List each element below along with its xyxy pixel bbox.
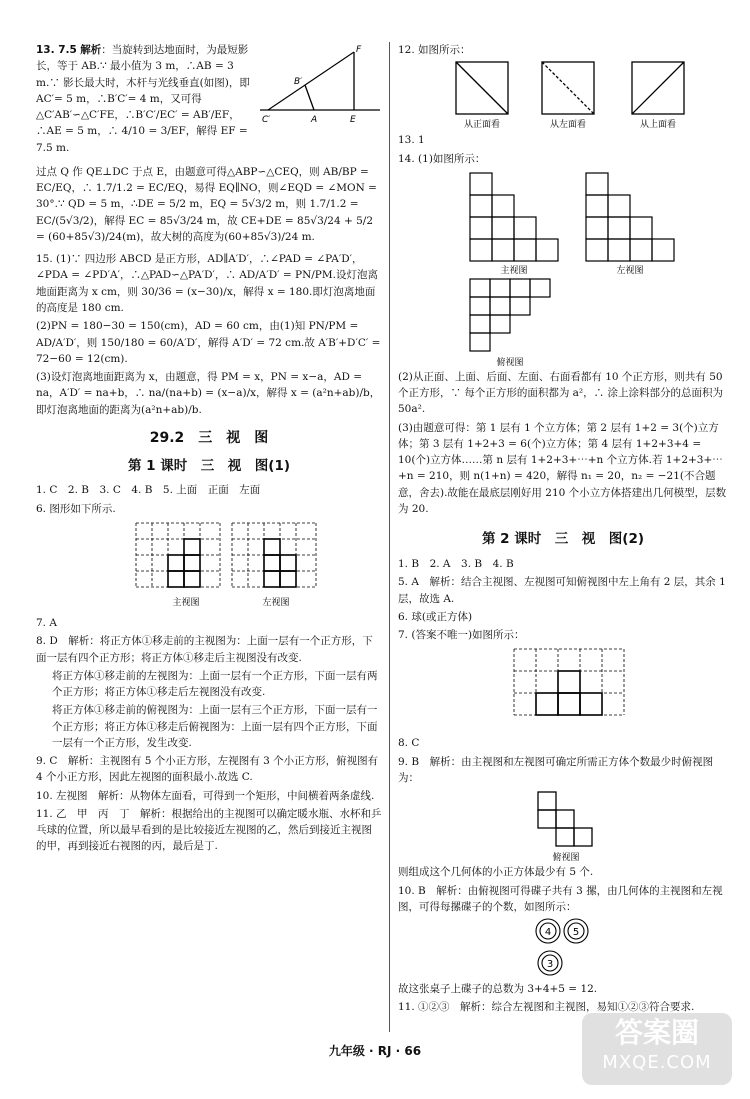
r-q10-figure [398, 917, 728, 981]
right-column [398, 42, 728, 1018]
r-q1-4-answers: 1. B 2. A 3. B 4. B [398, 558, 514, 571]
label-F: F [356, 45, 362, 55]
q1-5-answers: 1. C 2. B 3. C 4. B 5. 上面 正面 左面 [36, 484, 261, 497]
q8-part3: 将正方体①移走前的俯视图为：上面一层有三个正方形，下面一层有一个正方形；将正方体①移走后俯视图为：上面一层有四个正方形，下面一层有一个正方形，发生改变. [52, 704, 378, 749]
r-q10-tail: 故这张桌子上碟子的总数为 3+4+5 = 12. [398, 983, 598, 996]
q6-text: 6. 图形如下所示. [36, 502, 116, 515]
r-q5-answer: 5. A 解析：结合主视图、左视图可知俯视图中左上角有 2 层，其余 1 层，故选 A. [398, 576, 726, 605]
r-q14-figure [398, 169, 728, 369]
r-q8-answer: 8. C [398, 737, 420, 750]
q13-figure [258, 42, 382, 126]
r-q13-answer: 13. 1 [398, 134, 425, 147]
left-column [36, 42, 382, 857]
r-q12-text: 12. 如图所示： [398, 44, 471, 56]
q8-part1: 8. D 解析：将正方体①移走前的主视图为：上面一层有一个正方形，下面一层有四个正方形；将正方体①移走后主视图没有改变. [36, 635, 373, 664]
r-q12-cap-front: 从正面看 [463, 120, 501, 131]
q7-answer: 7. A [36, 616, 57, 629]
r-q14-part1: 14. (1)如图所示： [398, 152, 486, 165]
r-q7-figure [398, 645, 728, 735]
r-q14-cap-top: 俯视图 [496, 357, 524, 368]
r-q7-text: 7. (答案不唯一)如图所示： [398, 629, 525, 642]
q8-part2: 将正方体①移走前的左视图为：上面一层有一个正方形，下面一层有两个正方形；将正方体①移走后左视图没有改变. [52, 669, 378, 699]
q13-jiexi: 解析 [80, 44, 102, 56]
r-q9-tail: 则组成这个几何体的小正方体最少有 5 个. [398, 866, 594, 879]
r-q14-part3: (3)由题意可得：第 1 层有 1 个立方体；第 2 层有 1+2 = 3(个)立方体；第 3 层有 1+2+3 = 6(个)立方体；第 4 层有 1+2+3+4 = 10(个)立方体……第 n 层有 1+2+3+⋯+n 个立方体.若 1+2+3+⋯+n = 210，则 n(1+n) = 420，解得 n₁ = 20，n₂ = −21(不合题意，舍去).故能在最底层刚好用 210 个小立方体搭建出几何模型，层数为 20. [398, 421, 727, 515]
r-q6-answer: 6. 球(或正方体) [398, 610, 473, 623]
q6-cap-front: 主视图 [172, 597, 200, 608]
q6-cap-left: 左视图 [262, 597, 290, 608]
r-q10-circle-2: 5 [572, 927, 580, 939]
watermark-line2: MXQE.COM [602, 1052, 712, 1073]
r-q14-cap-left: 左视图 [616, 265, 644, 276]
watermark-logo [582, 1013, 732, 1085]
q15-part2: (2)PN = 180−30 = 150(cm)，AD = 60 cm，由(1)知 PN/PM = AD/A′D′，则 150/180 = 60/A′D′，解得 A′D′ = 72 cm.故 A′B′+D′C′ = 72−60 = 12(cm). [36, 320, 381, 365]
q9-answer: 9. C 解析：主视图有 5 个小正方形，左视图有 3 个小正方形，俯视图有 4 个小正方形，因此左视图的面积最小.故选 C. [36, 755, 379, 784]
q15-part3: (3)设灯泡离地面距离为 x，由题意，得 PM = x，PN = x−a，AD = na，A′D′ = na+b，∴ na/(na+b) = (x−a)/x，解得 x = (a²n+ab)/b，即灯泡离地面的距离为(a²n+ab)/b. [36, 371, 381, 416]
q14-block [36, 164, 382, 245]
q13-number: 13. 7.5 [36, 44, 77, 56]
r-q10-circle-3: 3 [546, 959, 554, 971]
label-A: A [311, 115, 318, 125]
r-q12-figure [398, 60, 728, 132]
label-B: B′ [294, 77, 303, 87]
r-q11-answer: 11. ①②③ 解析：综合左视图和主视图，易知①②③符合要求. [398, 1001, 695, 1014]
lesson1-title: 第 1 课时 三 视 图(1) [127, 457, 291, 474]
label-C: C′ [262, 115, 271, 125]
q14-text: 过点 Q 作 QE⊥DC 于点 E，由题意可得△ABP∽△CEQ，则 AB/BP = EC/EQ，∴ 1.7/1.2 = EC/EQ，易得 EQ∥NO，则∠EQD = ∠MON = 30°.∵ QD = 5 m，∴DE = 5/2 m，EQ = 5√3/2 m，则 1.7/1.2 = EC/(5√3/2)，解得 EC = 85√3/24 m，故 CE+DE = 85√3/24 + 5/2 = (60+85√3)/24(m)，故大树的高度为(60+85√3)/24 m. [36, 165, 377, 243]
label-E: E [350, 115, 356, 125]
r-q9-text: 9. B 解析：由主视图和左视图可确定所需正方体个数最少时俯视图为： [398, 755, 714, 784]
q11-answer: 11. 乙 甲 丙 丁 解析：根据给出的主视图可以确定暖水瓶、水杯和乒乓球的位置，所以最早看到的是比较接近左视图的乙，然后到接近主视图的甲，再到接近右视图的丙，最后是丁. [36, 807, 382, 853]
q13-block [36, 42, 382, 156]
q10-answer: 10. 左视图 解析：从物体左面看，可得到一个矩形，中间横着两条虚线. [36, 789, 375, 802]
r-q14-part2: (2)从正面、上面、后面、左面、右面看都有 10 个正方形，则共有 50 个正方形，∵ 每个正方形的面积都为 a²，∴ 涂上涂料部分的总面积为 50a². [398, 370, 723, 416]
r-q10-text: 10. B 解析：由俯视图可得碟子共有 3 摞，由几何体的主视图和左视图，可得每摞碟子的个数，如图所示： [398, 884, 723, 913]
r-q12-cap-top: 从上面看 [639, 120, 677, 131]
r-q12-cap-left: 从左面看 [549, 120, 587, 131]
r-q10-circle-1: 4 [544, 927, 552, 939]
q6-figure [36, 519, 382, 615]
r-q9-figure [398, 788, 728, 864]
r-q9-cap: 俯视图 [552, 853, 580, 864]
r-q14-cap-front: 主视图 [500, 265, 528, 276]
page-footer: 九年级 · RJ · 66 [328, 1044, 422, 1058]
column-divider [389, 42, 390, 1032]
section-title: 29.2 三 视 图 [149, 429, 269, 446]
q15-part1: 15. (1)∵ 四边形 ABCD 是正方形，AD∥A′D′，∴∠PAD = ∠PA′D′，∠PDA = ∠PD′A′，∴△PAD∽△PA′D′，∴ AD/A′D′ = PN/PM.设灯泡离地面距离为 x cm，则 30/36 = (x−30)/x，解得 x = 180.即灯泡离地面的高度是 180 cm. [36, 253, 378, 314]
q13-text: ：当旋转到达地面时，为最短影长，等于 AB.∵ 最小值为 3 m，∴AB = 3 m.∵ 影长最大时，木杆与光线垂直(如图)，即 AC′= 5 m，∴B′C′= 4 m，又可得△C′AB′∽△C′FE，∴B′C′/EC′ = AB′/EF，∴AE = 5 m，∴ 4/10 = 3/EF，解得 EF = 7.5 m. [36, 44, 250, 154]
watermark-line1: 答案圈 [614, 1016, 699, 1049]
lesson2-title: 第 2 课时 三 视 图(2) [481, 531, 645, 548]
